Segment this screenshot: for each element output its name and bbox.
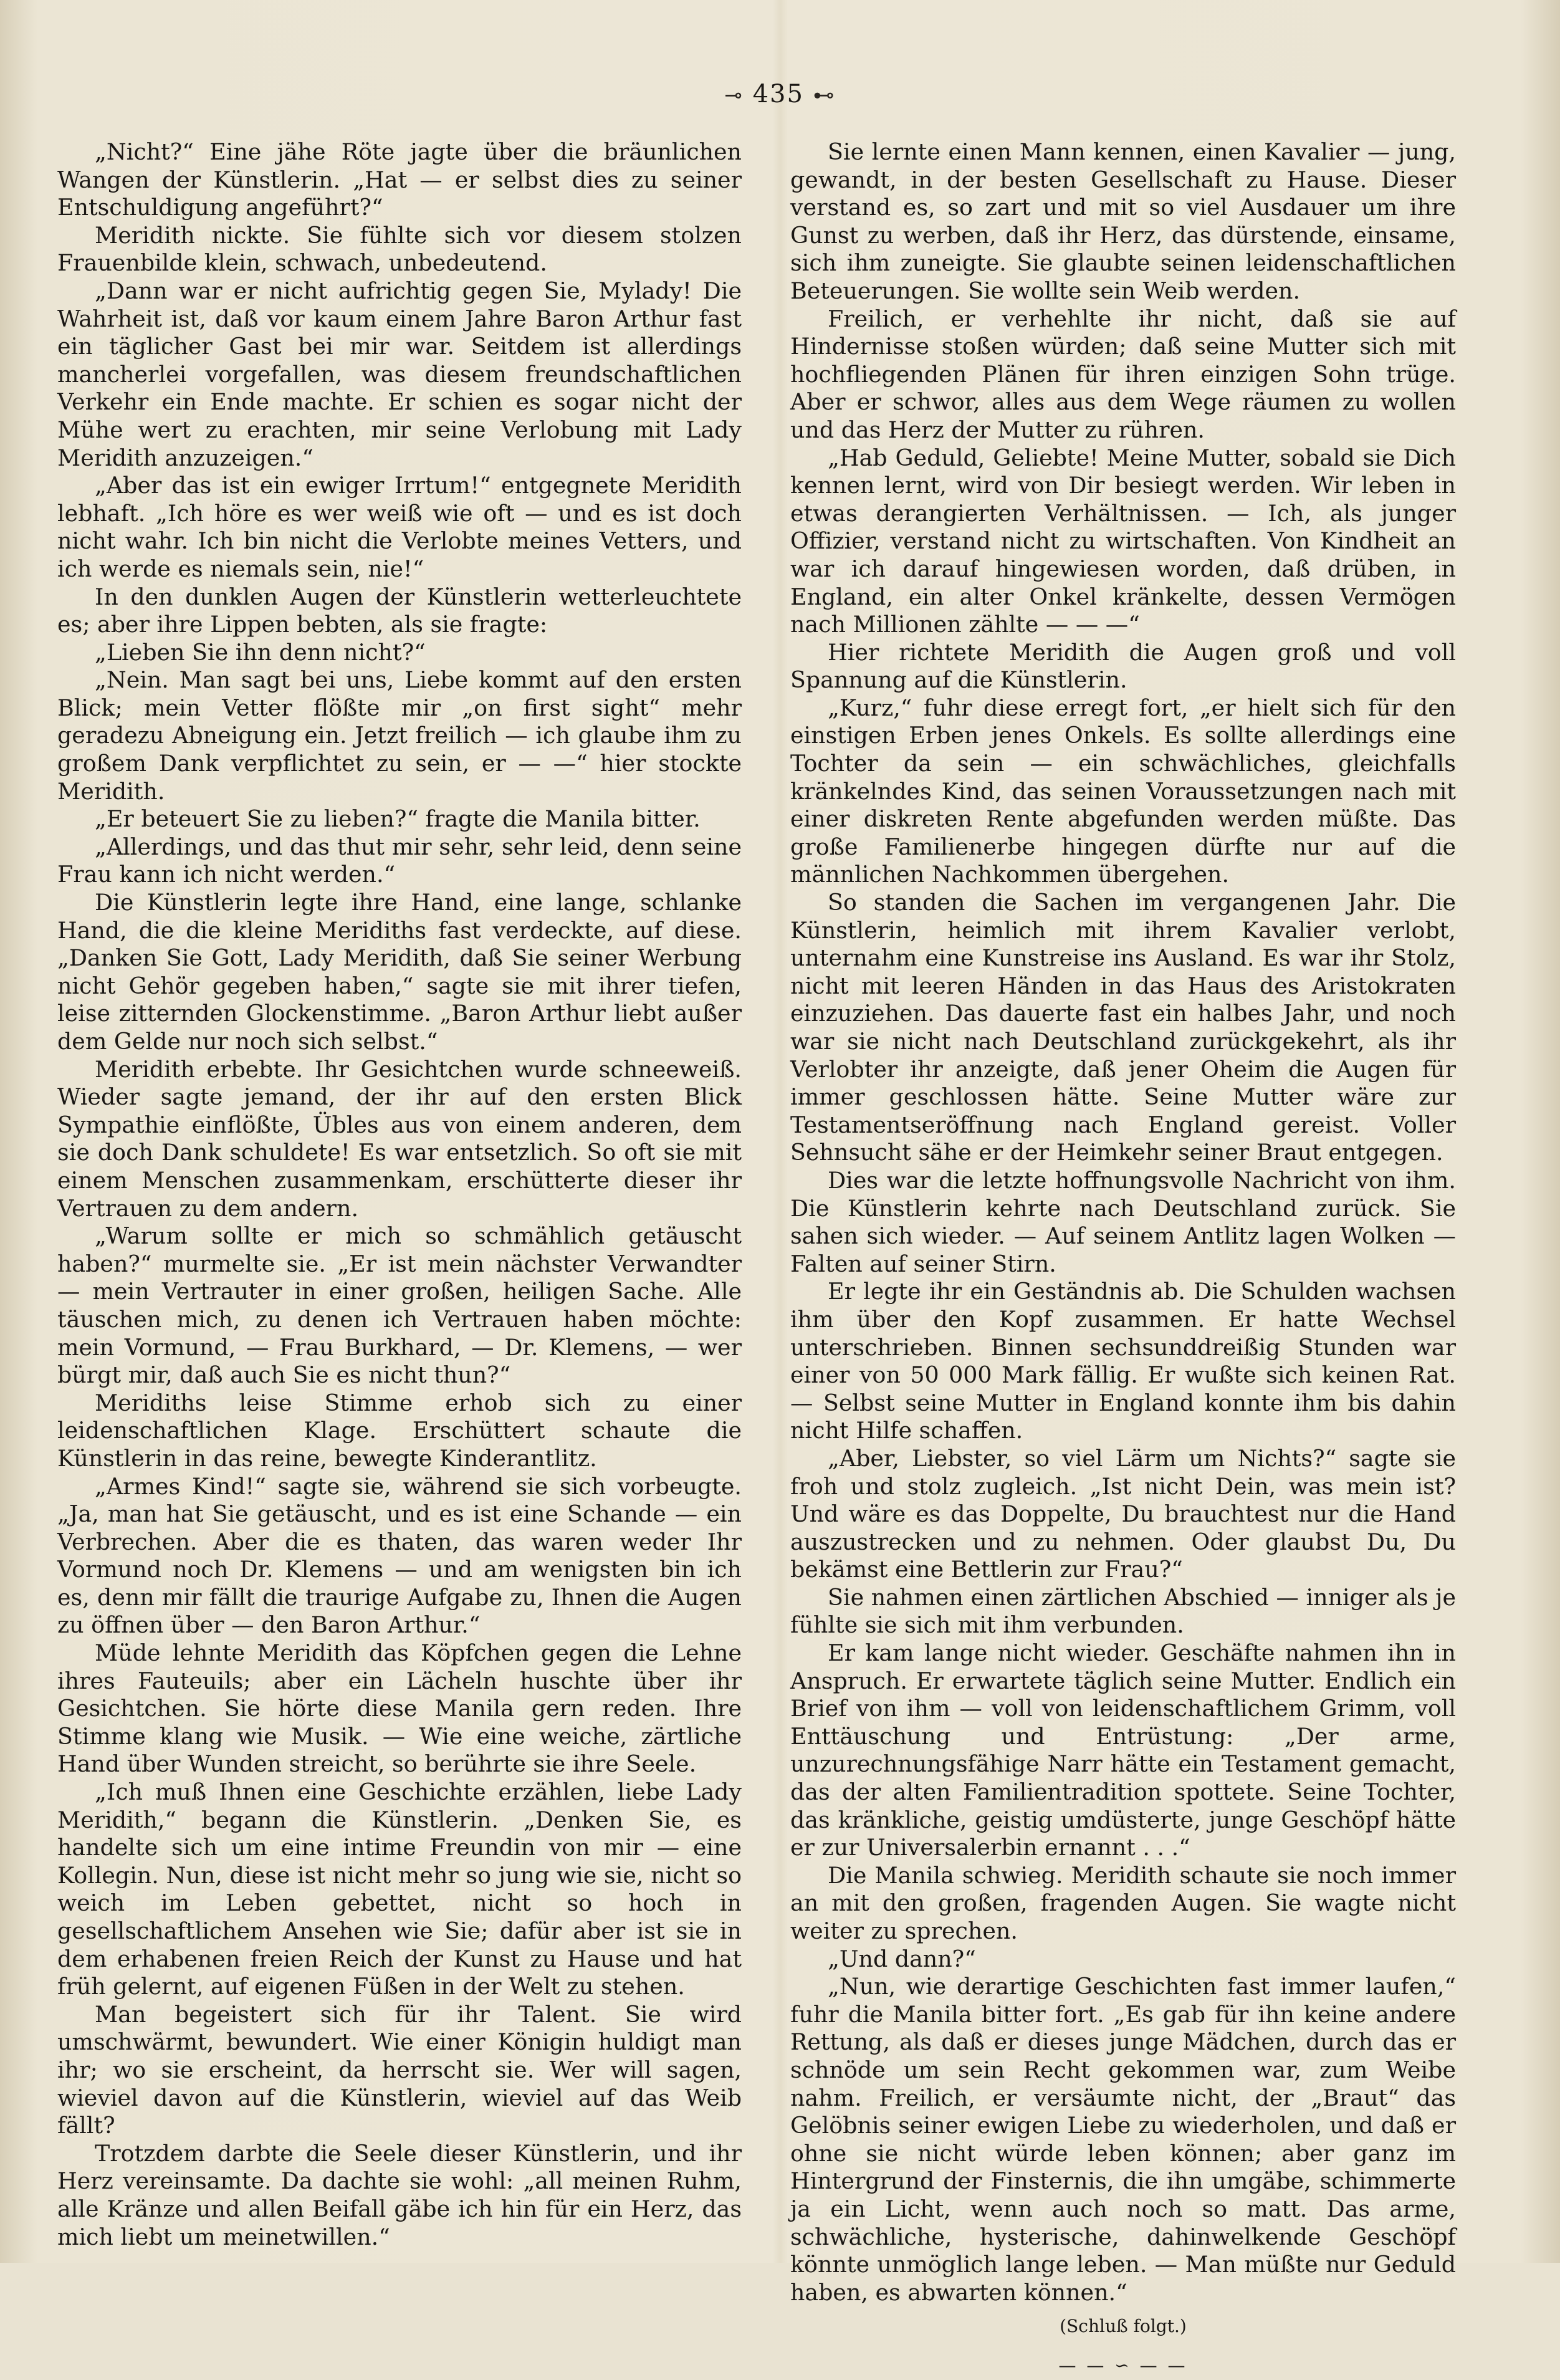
right-text-column xyxy=(790,138,1456,2380)
paragraph: Er kam lange nicht wieder. Geschäfte nahmen ihn in Anspruch. Er erwartete täglich seine Mutter. Endlich ein Brief von ihm — voll von leidenschaftlichem Grimm, voll Enttäuschung und Entrüstung: „Der arme, unzurechnungsfähige Narr hätte ein Testament gemacht, das der alten Familientradition spottete. Seine Tochter, das kränkliche, geistig umdüsterte, junge Geschöpf hätte er zur Universalerbin ernannt . . .“ xyxy=(790,1639,1456,1861)
paragraph: „Lieben Sie ihn denn nicht?“ xyxy=(95,638,426,666)
paragraph: Er legte ihr ein Geständnis ab. Die Schulden wachsen ihm über den Kopf zusammen. Er hatte Wechsel unterschrieben. Binnen sechsunddreißig Stunden war einer von 50 000 Mark fällig. Er wußte sich keinen Rat. — Selbst seine Mutter in England konnte ihm bis dahin nicht Hilfe schaffen. xyxy=(790,1278,1456,1444)
paragraph: Sie nahmen einen zärtlichen Abschied — inniger als je fühlte sie sich mit ihm verbunden. xyxy=(790,1583,1456,1639)
paragraph: Hier richtete Meridith die Augen groß und voll Spannung auf die Künstlerin. xyxy=(790,638,1456,694)
paragraph: Man begeistert sich für ihr Talent. Sie wird umschwärmt, bewundert. Wie einer Königin huldigt man ihr; wo sie erscheint, da herrscht sie. Wer will sagen, wieviel davon auf die Künstlerin, wieviel auf das Weib fällt? xyxy=(57,2000,742,2139)
paragraph: „Ich muß Ihnen eine Geschichte erzählen, liebe Lady Meridith,“ begann die Künstlerin. „Denken Sie, es handelte sich um eine intime Freundin von mir — eine Kollegin. Nun, diese ist nicht mehr so jung wie sie, nicht so weich im Leben gebettet, nicht so hoch in gesellschaftlichem Ansehen wie Sie; dafür aber ist sie in dem erhabenen freien Reich der Kunst zu Hause und hat früh gelernt, auf eigenen Füßen in der Welt zu stehen. xyxy=(57,1778,742,2000)
paragraph: „Nein. Man sagt bei uns, Liebe kommt auf den ersten Blick; mein Vetter flößte mir „on first sight“ mehr geradezu Abneigung ein. Jetzt freilich — ich glaube ihm zu großem Dank verpflichtet zu sein, er — —“ hier stockte Meridith. xyxy=(57,666,742,805)
paragraph: Meridith erbebte. Ihr Gesichtchen wurde schneeweiß. Wieder sagte jemand, der ihr auf den ersten Blick Sympathie einflößte, Übles aus von einem anderen, dem sie doch Dank schuldete! Es war entsetzlich. So oft sie mit einem Menschen zusammenkam, erschütterte dieser ihr Vertrauen zu dem andern. xyxy=(57,1055,742,1222)
paragraph: „Aber, Liebster, so viel Lärm um Nichts?“ sagte sie froh und stolz zugleich. „Ist nicht Dein, was mein ist? Und wäre es das Doppelte, Du brauchtest nur die Hand auszustrecken und zu nehmen. Oder glaubst Du, Du bekämst eine Bettlerin zur Frau?“ xyxy=(790,1444,1456,1583)
paragraph: „Allerdings, und das thut mir sehr, sehr leid, denn seine Frau kann ich nicht werden.“ xyxy=(57,833,742,888)
continued-note: (Schluß folgt.) xyxy=(1060,2316,1187,2337)
paragraph: Meridiths leise Stimme erhob sich zu einer leidenschaftlichen Klage. Erschüttert schaute die Künstlerin in das reine, bewegte Kinderantlitz. xyxy=(57,1389,742,1472)
paragraph: Die Manila schwieg. Meridith schaute sie noch immer an mit den großen, fragenden Augen. Sie wagte nicht weiter zu sprechen. xyxy=(790,1861,1456,1944)
paragraph: „Kurz,“ fuhr diese erregt fort, „er hielt sich für den einstigen Erben jenes Onkels. Es sollte allerdings eine Tochter da sein — ein schwächliches, gleichfalls kränkelndes Kind, das seinen Voraussetzungen nach mit einer diskreten Rente abgefunden werden müßte. Das große Familienerbe hingegen dürfte nur auf die männlichen Nachkommen übergehen. xyxy=(790,694,1456,888)
paragraph: „Warum sollte er mich so schmählich getäuscht haben?“ murmelte sie. „Er ist mein nächster Verwandter — mein Vertrauter in einer großen, heiligen Sache. Alle täuschen mich, zu denen ich Vertrauen haben möchte: mein Vormund, — Frau Burkhard, — Dr. Klemens, — wer bürgt mir, daß auch Sie es nicht thun?“ xyxy=(57,1222,742,1389)
paragraph: „Dann war er nicht aufrichtig gegen Sie, Mylady! Die Wahrheit ist, daß vor kaum einem Jahre Baron Arthur fast ein täglicher Gast bei mir war. Seitdem ist allerdings mancherlei vorgefallen, was diesem freundschaftlichen Verkehr ein Ende machte. Er schien es sogar nicht der Mühe wert zu erachten, mir seine Verlobung mit Lady Meridith anzuzeigen.“ xyxy=(57,277,742,471)
page-number: 435 xyxy=(752,80,804,108)
paragraph: Sie lernte einen Mann kennen, einen Kavalier — jung, gewandt, in der besten Gesellschaft zu Hause. Dieser verstand es, so zart und mit so viel Ausdauer um ihre Gunst zu werben, daß ihr Herz, das dürstende, einsame, sich ihm zuneigte. Sie glaubte seinen leidenschaftlichen Beteuerungen. Sie wollte sein Weib werden. xyxy=(790,138,1456,304)
paragraph: „Nicht?“ Eine jähe Röte jagte über die bräunlichen Wangen der Künstlerin. „Hat — er selbst dies zu seiner Entschuldigung angeführt?“ xyxy=(57,138,742,221)
paragraph: „Armes Kind!“ sagte sie, während sie sich vorbeugte. „Ja, man hat Sie getäuscht, und es ist eine Schande — ein Verbrechen. Aber die es thaten, das waren weder Ihr Vormund noch Dr. Klemens — und am wenigsten bin ich es, denn mir fällt die traurige Aufgabe zu, Ihnen die Augen zu öffnen über — den Baron Arthur.“ xyxy=(57,1472,742,1639)
paragraph: „Nun, wie derartige Geschichten fast immer laufen,“ fuhr die Manila bitter fort. „Es gab für ihn keine andere Rettung, als daß er dieses junge Mädchen, durch das er schnöde um sein Recht gekommen war, zum Weibe nahm. Freilich, er versäumte nicht, der „Braut“ das Gelöbnis seiner ewigen Liebe zu wiederholen, und daß er ohne sie nicht würde leben können; aber ganz im Hintergrund der Finsternis, die ihn umgäbe, schimmerte ja ein Licht, wenn auch noch so matt. Das arme, schwächliche, hysterische, dahinwelkende Geschöpf könnte unmöglich lange leben. — Man müßte nur Geduld haben, es abwarten können.“ xyxy=(790,1973,1456,2306)
paragraph: In den dunklen Augen der Künstlerin wetterleuchtete es; aber ihre Lippen bebten, als sie fragte: xyxy=(57,583,742,638)
paragraph: „Und dann?“ xyxy=(828,1945,976,1972)
paragraph: Freilich, er verhehlte ihr nicht, daß sie auf Hindernisse stoßen würden; daß seine Mutter sich mit hochfliegenden Plänen für ihren einzigen Sohn trüge. Aber er schwor, alles aus dem Wege räumen zu wollen und das Herz der Mutter zu rühren. xyxy=(790,305,1456,443)
paragraph: Meridith nickte. Sie fühlte sich vor diesem stolzen Frauenbilde klein, schwach, unbedeutend. xyxy=(57,221,742,277)
paragraph: „Hab Geduld, Geliebte! Meine Mutter, sobald sie Dich kennen lernt, wird von Dir besiegt werden. Wir leben in etwas derangierten Verhältnissen. — Ich, als junger Offizier, verstand nicht zu wirtschaften. Von Kindheit an war ich darauf hingewiesen worden, daß drüben, in England, ein alter Onkel kränkelte, dessen Vermögen nach Millionen zählte — — —“ xyxy=(790,444,1456,638)
paragraph: „Aber das ist ein ewiger Irrtum!“ entgegnete Meridith lebhaft. „Ich höre es wer weiß wie oft — und es ist doch nicht wahr. Ich bin nicht die Verlobte meines Vetters, und ich werde es niemals sein, nie!“ xyxy=(57,472,742,582)
right-ornament: ⊷ xyxy=(813,83,836,108)
paragraph: Trotzdem darbte die Seele dieser Künstlerin, und ihr Herz vereinsamte. Da dachte sie wohl: „all meinen Ruhm, alle Kränze und allen Beifall gäbe ich hin für ein Herz, das mich liebt um meinetwillen.“ xyxy=(57,2139,742,2250)
paragraph: Die Künstlerin legte ihre Hand, eine lange, schlanke Hand, die die kleine Meridiths fast verdeckte, auf diese. „Danken Sie Gott, Lady Meridith, daß Sie seiner Werbung nicht Gehör gegeben haben,“ sagte sie mit ihrer tiefen, leise zitternden Glockenstimme. „Baron Arthur liebt außer dem Gelde nur noch sich selbst.“ xyxy=(57,889,742,1055)
paragraph: Dies war die letzte hoffnungsvolle Nachricht von ihm. Die Künstlerin kehrte nach Deutschland zurück. Sie sahen sich wieder. — Auf seinem Antlitz lagen Wolken — Falten auf seiner Stirn. xyxy=(790,1166,1456,1277)
paragraph: So standen die Sachen im vergangenen Jahr. Die Künstlerin, heimlich mit ihrem Kavalier verlobt, unternahm eine Kunstreise ins Ausland. Es war ihr Stolz, nicht mit leeren Händen in das Haus des Aristokraten einzuziehen. Das dauerte fast ein halbes Jahr, und noch war sie nicht nach Deutschland zurückgekehrt, als ihr Verlobter ihr anzeigte, daß jener Oheim die Augen für immer geschlossen hätte. Seine Mutter wäre zur Testamentseröffnung nach England gereist. Voller Sehnsucht sähe er der Heimkehr seiner Braut entgegen. xyxy=(790,889,1456,1166)
left-text-column xyxy=(57,138,742,2251)
paragraph: „Er beteuert Sie zu lieben?“ fragte die Manila bitter. xyxy=(95,805,701,833)
page-header xyxy=(0,80,1560,108)
paragraph: Müde lehnte Meridith das Köpfchen gegen die Lehne ihres Fauteuils; aber ein Lächeln huschte über ihr Gesichtchen. Sie hörte diese Manila gern reden. Ihre Stimme klang wie Musik. — Wie eine weiche, zärtliche Hand über Wunden streicht, so berührte sie ihre Seele. xyxy=(57,1639,742,1778)
end-rule: — — ∽ — — xyxy=(1058,2354,1188,2376)
left-ornament: ⊸ xyxy=(724,83,744,108)
